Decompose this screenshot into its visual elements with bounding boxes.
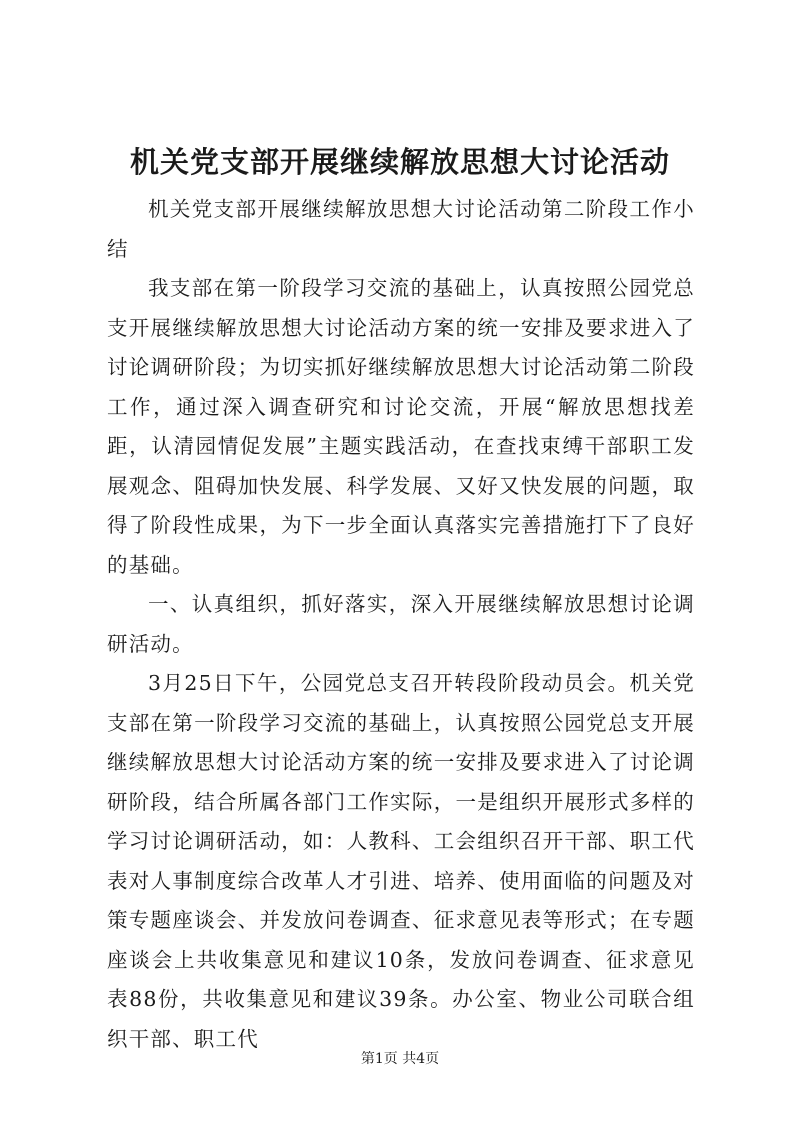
paragraph-intro: 我支部在第一阶段学习交流的基础上，认真按照公园党总支开展继续解放思想大讨论活动方案的统一安排及要求进入了讨论调研阶段；为切实抓好继续解放思想大讨论活动第二阶段工作，通过深入调查研究和讨论交流，开展“解放思想找差距，认清园情促发展”主题实践活动，在查找束缚干部职工发展观念、阻碍加快发展、科学发展、又好又快发展的问题，取得了阶段性成果，为下一步全面认真落实完善措施打下了良好的基础。: [107, 276, 695, 577]
document-body: [107, 190, 695, 1059]
paragraph-subtitle: 机关党支部开展继续解放思想大讨论活动第二阶段工作小结: [107, 197, 695, 261]
paragraph-meeting: 3月25日下午，公园党总支召开转段阶段动员会。机关党支部在第一阶段学习交流的基础上，认真按照公园党总支开展继续解放思想大讨论活动方案的统一安排及要求进入了讨论调研阶段，结合所属各部门工作实际，一是组织开展形式多样的学习讨论调研活动，如：人教科、工会组织召开干部、职工代表对人事制度综合改革人才引进、培养、使用面临的问题及对策专题座谈会、并发放问卷调查、征求意见表等形式；在专题座谈会上共收集意见和建议10条，发放问卷调查、征求意见表88份，共收集意见和建议39条。办公室、物业公司联合组织干部、职工代: [107, 671, 695, 1051]
document-title: 机关党支部开展继续解放思想大讨论活动: [129, 145, 670, 179]
paragraph-section-heading: 一、认真组织，抓好落实，深入开展继续解放思想讨论调研活动。: [107, 592, 695, 656]
page-number-footer: 第1页 共4页: [360, 1051, 440, 1067]
